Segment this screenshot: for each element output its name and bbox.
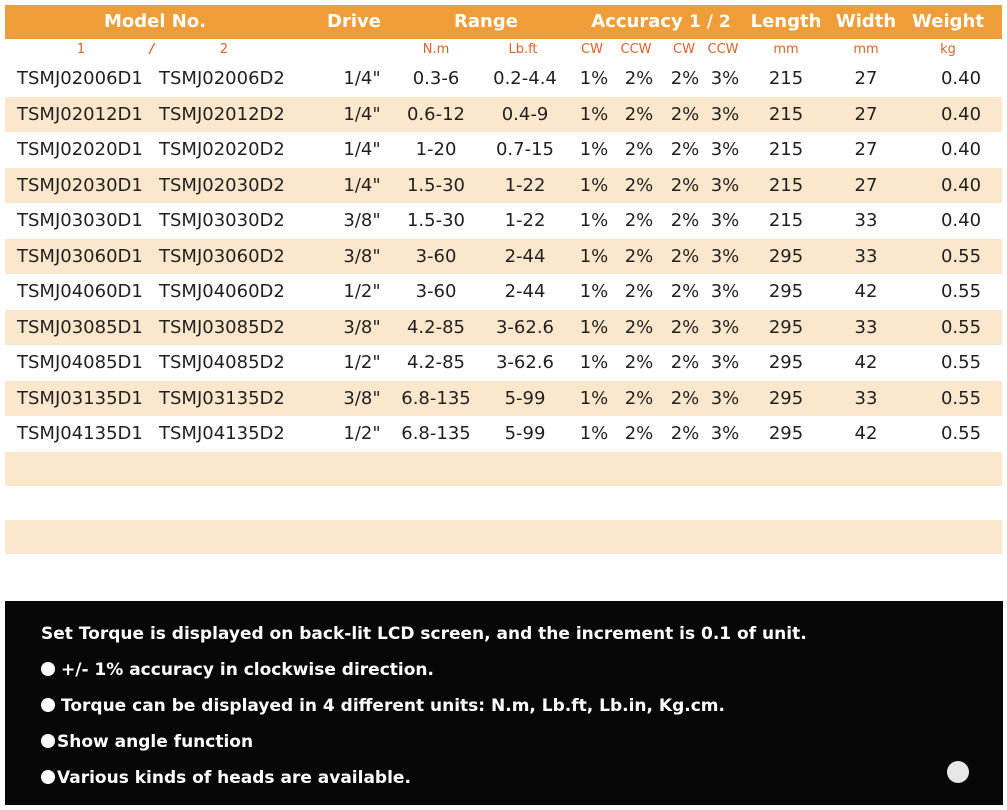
cell-drive: 1/4"	[343, 174, 381, 196]
cell-range-nm: 4.2-85	[406, 352, 466, 373]
feature-text: Various kinds of heads are available.	[57, 768, 411, 788]
feature-intro: Set Torque is displayed on back-lit LCD screen, and the increment is 0.1 of unit.	[41, 624, 807, 644]
cell-range-nm: 1.5-30	[406, 174, 466, 196]
cell-accuracy-ccw1: 2%	[624, 281, 654, 302]
cell-range-nm: 3-60	[415, 281, 457, 302]
cell-weight: 0.40	[940, 139, 982, 160]
cell-length: 215	[768, 103, 804, 125]
cell-accuracy-cw2: 2%	[670, 316, 700, 338]
table-row	[5, 416, 1002, 452]
cell-model-1: TSMJ03135D1	[17, 387, 143, 409]
cell-weight: 0.55	[940, 387, 982, 409]
cell-model-1: TSMJ03060D1	[17, 245, 143, 267]
cell-accuracy-ccw2: 3%	[710, 103, 740, 125]
cell-range-lbft: 3-62.6	[495, 316, 555, 338]
cell-accuracy-cw1: 1%	[579, 423, 609, 444]
cell-weight: 0.40	[940, 68, 982, 89]
cell-width: 42	[854, 423, 878, 444]
table-row	[5, 239, 1002, 275]
cell-width: 27	[854, 103, 878, 125]
cell-length: 215	[768, 174, 804, 196]
header-range: Range	[454, 11, 518, 32]
cell-drive: 1/4"	[343, 68, 381, 89]
cell-range-lbft: 0.2-4.4	[493, 68, 557, 89]
feature-text: Torque can be displayed in 4 different units: N.m, Lb.ft, Lb.in, Kg.cm.	[61, 696, 725, 716]
cell-range-lbft: 1-22	[504, 210, 546, 231]
subheader-cw-2: CW	[673, 42, 695, 57]
cell-range-nm: 1-20	[415, 139, 457, 160]
cell-range-nm: 0.6-12	[406, 103, 466, 125]
cell-accuracy-cw2: 2%	[670, 245, 700, 267]
cell-accuracy-cw2: 2%	[670, 103, 700, 125]
cell-range-nm: 6.8-135	[401, 387, 471, 409]
cell-accuracy-cw1: 1%	[579, 245, 609, 267]
feature-item	[41, 768, 411, 788]
header-weight: Weight	[912, 11, 984, 32]
dot-icon	[947, 761, 969, 783]
header-accuracy-label: Accuracy	[591, 11, 683, 32]
cell-accuracy-cw1: 1%	[579, 387, 609, 409]
table-row	[5, 381, 1002, 417]
cell-model-2: TSMJ04085D2	[159, 352, 285, 373]
cell-range-nm: 6.8-135	[401, 423, 471, 444]
cell-width: 27	[854, 68, 878, 89]
cell-weight: 0.55	[940, 245, 982, 267]
cell-range-lbft: 5-99	[504, 423, 546, 444]
cell-model-1: TSMJ03085D1	[17, 316, 143, 338]
cell-drive: 3/8"	[343, 316, 381, 338]
cell-range-lbft: 0.4-9	[501, 103, 549, 125]
cell-accuracy-ccw1: 2%	[624, 316, 654, 338]
cell-accuracy-ccw2: 3%	[710, 174, 740, 196]
cell-accuracy-ccw2: 3%	[710, 245, 740, 267]
cell-width: 33	[854, 245, 878, 267]
cell-length: 295	[768, 387, 804, 409]
header-accuracy	[591, 5, 731, 39]
cell-weight: 0.55	[940, 281, 982, 302]
feature-item	[41, 660, 434, 680]
cell-range-lbft: 5-99	[504, 387, 546, 409]
table-subheader	[5, 39, 1002, 61]
subheader-model-2: 2	[219, 42, 229, 57]
cell-range-lbft: 0.7-15	[495, 139, 555, 160]
bullet-icon	[41, 662, 55, 676]
table-body	[5, 61, 1002, 452]
table-row	[5, 168, 1002, 204]
cell-weight: 0.55	[940, 316, 982, 338]
cell-accuracy-cw2: 2%	[670, 281, 700, 302]
cell-model-2: TSMJ04135D2	[159, 423, 285, 444]
cell-accuracy-cw2: 2%	[670, 352, 700, 373]
cell-accuracy-cw1: 1%	[579, 316, 609, 338]
cell-accuracy-ccw1: 2%	[624, 103, 654, 125]
subheader-model-1: 1	[76, 42, 86, 57]
empty-row	[5, 486, 1002, 520]
cell-accuracy-cw2: 2%	[670, 174, 700, 196]
bullet-icon	[41, 698, 55, 712]
cell-accuracy-ccw2: 3%	[710, 68, 740, 89]
cell-weight: 0.40	[940, 103, 982, 125]
subheader-weight-unit: kg	[940, 42, 956, 57]
cell-length: 295	[768, 281, 804, 302]
cell-accuracy-cw1: 1%	[579, 210, 609, 231]
cell-accuracy-cw2: 2%	[670, 423, 700, 444]
cell-accuracy-cw2: 2%	[670, 68, 700, 89]
cell-width: 33	[854, 316, 878, 338]
cell-model-1: TSMJ02020D1	[17, 139, 143, 160]
cell-drive: 1/4"	[343, 139, 381, 160]
subheader-range-lbft: Lb.ft	[508, 42, 538, 57]
table-header	[5, 5, 1002, 39]
subheader-width-unit: mm	[853, 42, 879, 57]
cell-range-lbft: 1-22	[504, 174, 546, 196]
cell-accuracy-ccw1: 2%	[624, 68, 654, 89]
cell-accuracy-ccw1: 2%	[624, 210, 654, 231]
cell-accuracy-cw2: 2%	[670, 210, 700, 231]
table-row	[5, 61, 1002, 97]
feature-text: Show angle function	[57, 732, 254, 752]
empty-row	[5, 520, 1002, 554]
cell-width: 42	[854, 281, 878, 302]
cell-range-lbft: 2-44	[504, 245, 546, 267]
cell-accuracy-ccw1: 2%	[624, 139, 654, 160]
empty-row	[5, 452, 1002, 486]
cell-weight: 0.40	[940, 174, 982, 196]
cell-length: 295	[768, 352, 804, 373]
cell-width: 27	[854, 139, 878, 160]
cell-accuracy-ccw1: 2%	[624, 423, 654, 444]
cell-drive: 1/2"	[343, 281, 381, 302]
cell-width: 27	[854, 174, 878, 196]
cell-range-nm: 4.2-85	[406, 316, 466, 338]
cell-drive: 3/8"	[343, 210, 381, 231]
cell-model-1: TSMJ02030D1	[17, 174, 143, 196]
cell-model-2: TSMJ02030D2	[159, 174, 285, 196]
cell-accuracy-cw2: 2%	[670, 387, 700, 409]
subheader-range-nm: N.m	[422, 42, 450, 57]
cell-range-nm: 3-60	[415, 245, 457, 267]
cell-model-2: TSMJ03030D2	[159, 210, 285, 231]
cell-accuracy-ccw1: 2%	[624, 387, 654, 409]
cell-weight: 0.55	[940, 423, 982, 444]
subheader-model-sep: /	[149, 42, 155, 57]
cell-length: 215	[768, 68, 804, 89]
cell-width: 42	[854, 352, 878, 373]
table-row	[5, 203, 1002, 239]
cell-model-1: TSMJ04085D1	[17, 352, 143, 373]
cell-accuracy-cw1: 1%	[579, 352, 609, 373]
table-row	[5, 132, 1002, 168]
cell-length: 295	[768, 423, 804, 444]
cell-drive: 1/4"	[343, 103, 381, 125]
cell-width: 33	[854, 210, 878, 231]
cell-accuracy-ccw2: 3%	[710, 316, 740, 338]
cell-accuracy-ccw1: 2%	[624, 174, 654, 196]
table-row	[5, 310, 1002, 346]
bullet-icon	[41, 734, 55, 748]
subheader-ccw-1: CCW	[620, 42, 652, 57]
cell-accuracy-ccw1: 2%	[624, 245, 654, 267]
cell-model-2: TSMJ04060D2	[159, 281, 285, 302]
table-row	[5, 345, 1002, 381]
cell-accuracy-ccw2: 3%	[710, 139, 740, 160]
table-row	[5, 274, 1002, 310]
cell-weight: 0.40	[940, 210, 982, 231]
header-width: Width	[835, 11, 897, 32]
subheader-ccw-2: CCW	[707, 42, 739, 57]
cell-accuracy-cw1: 1%	[579, 174, 609, 196]
cell-length: 295	[768, 245, 804, 267]
cell-range-nm: 0.3-6	[412, 68, 460, 89]
cell-length: 215	[768, 139, 804, 160]
table-row	[5, 97, 1002, 133]
feature-item	[41, 696, 725, 716]
cell-model-2: TSMJ02020D2	[159, 139, 285, 160]
cell-range-nm: 1.5-30	[406, 210, 466, 231]
cell-accuracy-ccw2: 3%	[710, 210, 740, 231]
cell-accuracy-cw1: 1%	[579, 103, 609, 125]
header-accuracy-suffix: 1 / 2	[689, 12, 731, 32]
cell-drive: 3/8"	[343, 387, 381, 409]
cell-accuracy-ccw1: 2%	[624, 352, 654, 373]
feature-item	[41, 732, 253, 752]
bullet-icon	[41, 770, 55, 784]
cell-model-2: TSMJ02006D2	[159, 68, 285, 89]
cell-drive: 3/8"	[343, 245, 381, 267]
cell-range-lbft: 3-62.6	[495, 352, 555, 373]
cell-model-2: TSMJ03060D2	[159, 245, 285, 267]
spec-table	[5, 5, 1002, 554]
cell-range-lbft: 2-44	[504, 281, 546, 302]
cell-model-2: TSMJ03085D2	[159, 316, 285, 338]
cell-length: 295	[768, 316, 804, 338]
cell-model-1: TSMJ02006D1	[17, 68, 143, 89]
cell-drive: 1/2"	[343, 423, 381, 444]
header-length: Length	[750, 11, 822, 32]
header-model: Model No.	[103, 11, 207, 32]
cell-model-1: TSMJ04060D1	[17, 281, 143, 302]
cell-model-1: TSMJ02012D1	[17, 103, 143, 125]
cell-length: 215	[768, 210, 804, 231]
header-drive: Drive	[327, 11, 381, 32]
cell-accuracy-ccw2: 3%	[710, 281, 740, 302]
cell-drive: 1/2"	[343, 352, 381, 373]
features-panel	[5, 601, 1003, 805]
cell-model-1: TSMJ04135D1	[17, 423, 143, 444]
cell-model-2: TSMJ03135D2	[159, 387, 285, 409]
cell-weight: 0.55	[940, 352, 982, 373]
cell-accuracy-ccw2: 3%	[710, 387, 740, 409]
cell-model-1: TSMJ03030D1	[17, 210, 143, 231]
cell-accuracy-ccw2: 3%	[710, 352, 740, 373]
cell-accuracy-ccw2: 3%	[710, 423, 740, 444]
subheader-cw-1: CW	[581, 42, 603, 57]
cell-accuracy-cw1: 1%	[579, 139, 609, 160]
subheader-length-unit: mm	[773, 42, 799, 57]
cell-accuracy-cw2: 2%	[670, 139, 700, 160]
cell-width: 33	[854, 387, 878, 409]
cell-accuracy-cw1: 1%	[579, 68, 609, 89]
cell-model-2: TSMJ02012D2	[159, 103, 285, 125]
feature-text: +/- 1% accuracy in clockwise direction.	[61, 660, 434, 680]
cell-accuracy-cw1: 1%	[579, 281, 609, 302]
